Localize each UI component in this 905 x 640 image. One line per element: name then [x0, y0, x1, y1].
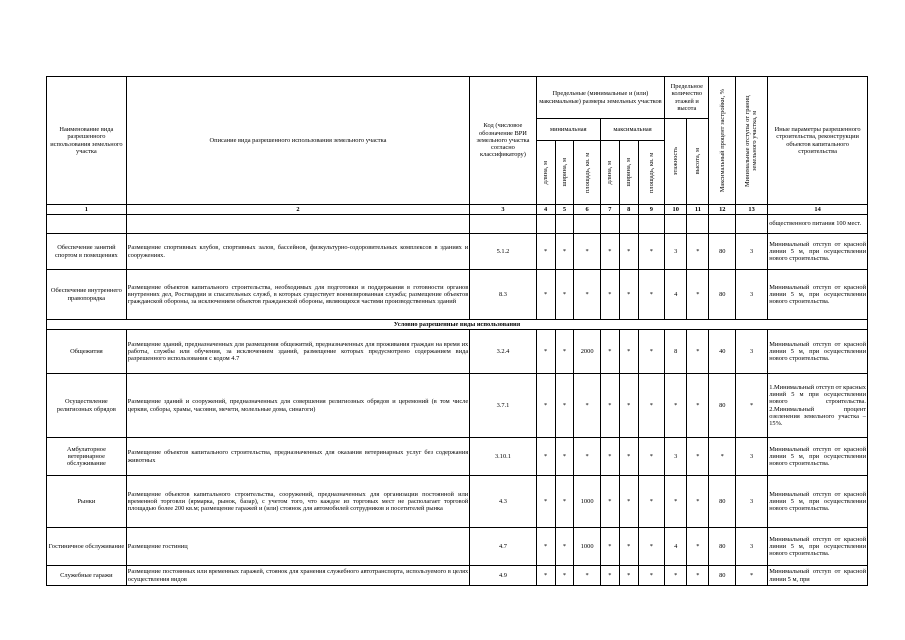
cell-value: *: [619, 374, 638, 438]
cell-value: 2000: [574, 330, 601, 374]
row-code: 4.7: [470, 528, 536, 566]
cell-value: *: [536, 330, 555, 374]
cell-value: *: [619, 476, 638, 528]
cell-value: 3: [736, 438, 768, 476]
cell-value: *: [536, 270, 555, 320]
header-storeys: этажность: [665, 119, 687, 205]
table-row: [47, 374, 868, 438]
row-name: Общежития: [47, 330, 127, 374]
row-code: 5.1.2: [470, 234, 536, 270]
section-title: Условно разрешенные виды использования: [47, 320, 868, 330]
cell-value: *: [600, 438, 619, 476]
col-num: 4: [536, 205, 555, 215]
header-max-width: ширина, м: [619, 141, 638, 205]
cell-value: *: [574, 438, 601, 476]
cell-value: *: [555, 330, 574, 374]
cell-value: 1000: [574, 528, 601, 566]
cell-value: *: [555, 476, 574, 528]
row-other-params: Минимальный отступ от красной линии 5 м, при осуществлении нового строительства.: [768, 330, 868, 374]
cell-value: *: [574, 234, 601, 270]
cell-value: 4: [665, 528, 687, 566]
cell-value: 3: [665, 438, 687, 476]
column-number-row: [47, 205, 868, 215]
cell-value: 80: [709, 374, 736, 438]
row-name: Служебные гаражи: [47, 566, 127, 586]
cell-value: 80: [709, 476, 736, 528]
header-other-params: Иные параметры разрешенного строительства, реконструкции объектов капитального строительства: [768, 77, 868, 205]
cell-value: *: [574, 374, 601, 438]
cell-value: 3: [665, 234, 687, 270]
row-description: Размещение спортивных клубов, спортивных залов, бассейнов, физкультурно-оздоровительных комплексов в зданиях и сооружениях.: [126, 234, 469, 270]
cell-value: *: [687, 476, 709, 528]
cell-value: 3: [736, 270, 768, 320]
cell-value: *: [638, 270, 665, 320]
row-description: Размещение объектов капитального строительства, предназначенных для оказания ветеринарных услуг без содержания животных: [126, 438, 469, 476]
table-row: [47, 566, 868, 586]
table-row: [47, 528, 868, 566]
col-num: 7: [600, 205, 619, 215]
cell-value: *: [536, 566, 555, 586]
cell-value: *: [574, 270, 601, 320]
row-code: 8.3: [470, 270, 536, 320]
cell-value: *: [555, 566, 574, 586]
row-other-params: Минимальный отступ от красной линии 5 м, при осуществлении нового строительства.: [768, 528, 868, 566]
cell-value: *: [619, 528, 638, 566]
col-num: 13: [736, 205, 768, 215]
cell-value: *: [687, 566, 709, 586]
cell-value: 40: [709, 330, 736, 374]
header-min: минимальная: [536, 119, 600, 141]
cell-value: *: [536, 476, 555, 528]
cell-value: 3: [736, 234, 768, 270]
cell-value: *: [638, 476, 665, 528]
header-max-length: длина, м: [600, 141, 619, 205]
table-row: [47, 234, 868, 270]
cell-value: *: [687, 528, 709, 566]
cell-value: *: [687, 330, 709, 374]
cell-value: *: [536, 528, 555, 566]
col-num: 6: [574, 205, 601, 215]
header-build-percent: Максимальный процент застройки, %: [709, 77, 736, 205]
header-min-area: площадь, кв. м: [574, 141, 601, 205]
cell-value: *: [619, 234, 638, 270]
cell-value: 80: [709, 234, 736, 270]
row-other-params: 1.Минимальный отступ от красных линий 5 м при осуществлении нового строительства. 2.Минимальный процент озеленения земельного участка – 15%.: [768, 374, 868, 438]
header-min-length: длина, м: [536, 141, 555, 205]
header-description: Описание вида разрешенного использования земельного участка: [126, 77, 469, 205]
header-max: максимальная: [600, 119, 664, 141]
col-num: 12: [709, 205, 736, 215]
cell-value: 80: [709, 270, 736, 320]
row-other-params: Минимальный отступ от красной линии 5 м, при осуществлении нового строительства.: [768, 270, 868, 320]
row-name: Гостиничное обслуживание: [47, 528, 127, 566]
header-min-indent: Минимальные отступы от границ земельного участка, м: [736, 77, 768, 205]
land-use-regulations-table: [46, 76, 868, 586]
cell-value: *: [638, 566, 665, 586]
cell-value: *: [709, 438, 736, 476]
cell-value: *: [638, 234, 665, 270]
col-num: 14: [768, 205, 868, 215]
row-name: Рынки: [47, 476, 127, 528]
cell-value: *: [687, 438, 709, 476]
carry-over-note: общественного питания 100 мест.: [768, 215, 868, 234]
row-description: Размещение объектов капитального строительства, необходимых для подготовки и поддержания в готовности органов внутренних дел, Росгвардии и спасательных служб, в которых существует военизированная служба; размещение объектов гражданской обороны, за исключением объектов гражданской обороны, являющихся частями производственных зданий: [126, 270, 469, 320]
row-other-params: Минимальный отступ от красной линии 5 м, при осуществлении нового строительства.: [768, 234, 868, 270]
table-row: [47, 330, 868, 374]
table-row: [47, 270, 868, 320]
row-code: 3.2.4: [470, 330, 536, 374]
cell-value: *: [600, 528, 619, 566]
carry-over-row: [47, 215, 868, 234]
cell-value: *: [687, 374, 709, 438]
cell-value: *: [619, 566, 638, 586]
row-description: Размещение объектов капитального строительства, сооружений, предназначенных для организации постоянной или временной торговли (ярмарка, рынок, базар), с учетом того, что каждое из торговых мест не располагает торговой площадью более 200 кв.м; размещение гаражей и (или) стоянок для автомобилей сотрудников и посетителей рынка: [126, 476, 469, 528]
row-description: Размещение постоянных или временных гаражей, стоянок для хранения служебного автотранспорта, используемого в целях осуществления видов: [126, 566, 469, 586]
cell-value: 3: [736, 528, 768, 566]
cell-value: *: [665, 566, 687, 586]
cell-value: 3: [736, 476, 768, 528]
cell-value: *: [687, 234, 709, 270]
col-num: 5: [555, 205, 574, 215]
cell-value: *: [619, 438, 638, 476]
cell-value: *: [638, 374, 665, 438]
cell-value: 8: [665, 330, 687, 374]
header-code: Код (числовое обозначение ВРИ земельного участка согласно классификатору): [470, 77, 536, 205]
header-floors: Предельное количество этажей и высота: [665, 77, 709, 119]
col-num: 3: [470, 205, 536, 215]
col-num: 8: [619, 205, 638, 215]
row-other-params: Минимальный отступ от красной линии 5 м, при осуществлении нового строительства.: [768, 476, 868, 528]
cell-value: *: [638, 330, 665, 374]
row-description: Размещение зданий, предназначенных для размещения общежитий, предназначенных для проживания граждан на время их работы, службы или обучения, за исключением зданий, размещение которых предусмотрено содержанием вида разрешенного использования с кодом 4.7: [126, 330, 469, 374]
row-description: Размещение гостиниц: [126, 528, 469, 566]
row-code: 4.3: [470, 476, 536, 528]
row-name: Обеспечение занятий спортом в помещениях: [47, 234, 127, 270]
cell-value: *: [555, 234, 574, 270]
col-num: 9: [638, 205, 665, 215]
header-min-width: ширина, м: [555, 141, 574, 205]
cell-value: *: [600, 476, 619, 528]
cell-value: *: [536, 234, 555, 270]
header-name: Наименование вида разрешенного использования земельного участка: [47, 77, 127, 205]
cell-value: 1000: [574, 476, 601, 528]
cell-value: *: [665, 476, 687, 528]
table-row: [47, 476, 868, 528]
cell-value: *: [665, 374, 687, 438]
cell-value: *: [600, 234, 619, 270]
header-max-area: площадь, кв. м: [638, 141, 665, 205]
cell-value: *: [536, 374, 555, 438]
cell-value: *: [736, 566, 768, 586]
cell-value: *: [555, 438, 574, 476]
col-num: 2: [126, 205, 469, 215]
cell-value: *: [555, 374, 574, 438]
row-name: Амбулаторное ветеринарное обслуживание: [47, 438, 127, 476]
row-other-params: Минимальный отступ от красной линии 5 м, при осуществлении нового строительства.: [768, 438, 868, 476]
cell-value: *: [555, 528, 574, 566]
header-size-limits: Предельные (минимальные и (или) максимальные) размеры земельных участков: [536, 77, 664, 119]
row-code: 3.10.1: [470, 438, 536, 476]
cell-value: *: [600, 270, 619, 320]
row-other-params: Минимальный отступ от красной линии 5 м, при: [768, 566, 868, 586]
cell-value: *: [600, 566, 619, 586]
col-num: 1: [47, 205, 127, 215]
cell-value: *: [638, 438, 665, 476]
cell-value: *: [619, 330, 638, 374]
cell-value: *: [687, 270, 709, 320]
cell-value: 80: [709, 528, 736, 566]
cell-value: *: [600, 330, 619, 374]
cell-value: *: [736, 374, 768, 438]
table-row: [47, 438, 868, 476]
row-code: 3.7.1: [470, 374, 536, 438]
cell-value: *: [600, 374, 619, 438]
row-code: 4.9: [470, 566, 536, 586]
cell-value: *: [574, 566, 601, 586]
cell-value: *: [536, 438, 555, 476]
cell-value: *: [555, 270, 574, 320]
row-name: Обеспечение внутреннего правопорядка: [47, 270, 127, 320]
section-header-row: [47, 320, 868, 330]
col-num: 11: [687, 205, 709, 215]
row-name: Осуществление религиозных обрядов: [47, 374, 127, 438]
cell-value: 3: [736, 330, 768, 374]
cell-value: 80: [709, 566, 736, 586]
cell-value: *: [619, 270, 638, 320]
col-num: 10: [665, 205, 687, 215]
cell-value: *: [638, 528, 665, 566]
row-description: Размещение зданий и сооружений, предназначенных для совершения религиозных обрядов и церемоний (в том числе церкви, соборы, храмы, часовни, мечети, молельные дома, синагоги): [126, 374, 469, 438]
cell-value: 4: [665, 270, 687, 320]
header-height: высота, м: [687, 119, 709, 205]
